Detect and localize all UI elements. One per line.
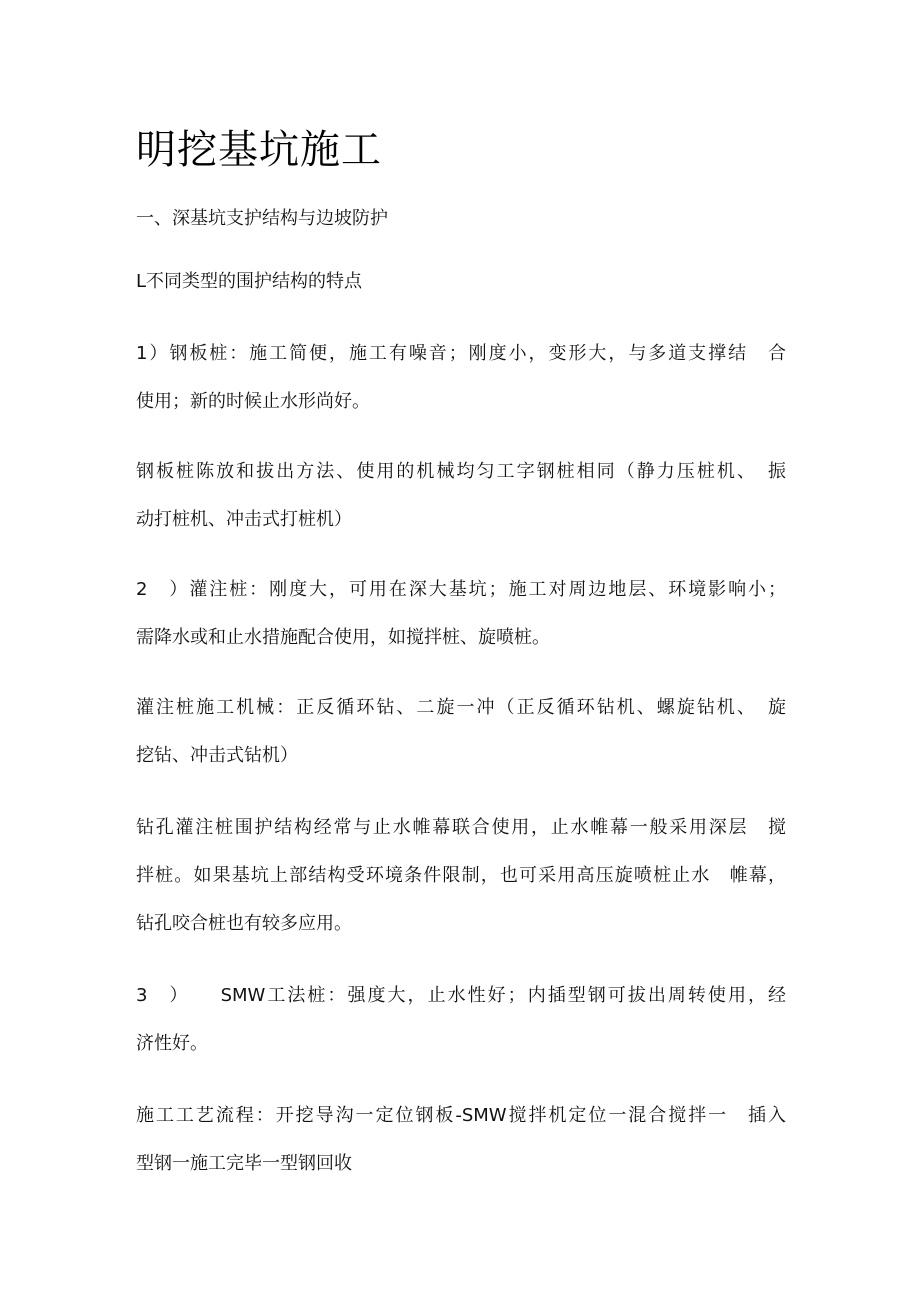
- paragraph-bored-pile-machinery: [136, 684, 786, 780]
- paragraph-line: 型钢一施工完毕一型钢回收: [136, 1153, 352, 1174]
- paragraph-line: 济性好。: [136, 1033, 208, 1054]
- paragraph-smw-pile: [136, 972, 786, 1068]
- paragraph-line: 拌桩。如果基坑上部结构受环境条件限制，也可采用高压旋喷桩止水 帷幕，: [136, 865, 786, 886]
- paragraph-line: 3 ） SMW工法桩：强度大，止水性好；内插型钢可拔出周转使用，经: [136, 985, 786, 1006]
- paragraph-line: 钢板桩陈放和拔出方法、使用的机械均匀工字钢桩相同（静力压桩机、 振: [136, 461, 786, 482]
- paragraph-line: 2 ）灌注桩：刚度大，可用在深大基坑；施工对周边地层、环境影响小；: [136, 579, 786, 600]
- section-heading-text: 一、深基坑支护结构与边坡防护: [136, 208, 388, 229]
- paragraph-line: 挖钻、冲击式钻机）: [136, 745, 298, 766]
- subheading: [136, 258, 786, 306]
- paragraph-bored-pile-curtain: [136, 804, 786, 948]
- document-title: 明挖基坑施工: [136, 127, 382, 173]
- paragraph-construction-process: [136, 1092, 786, 1188]
- paragraph-bored-pile: [136, 566, 786, 662]
- section-heading: [136, 195, 786, 243]
- paragraph-line: 施工工艺流程：开挖导沟一定位钢板-SMW搅拌机定位一混合搅拌一 插入: [136, 1105, 786, 1126]
- paragraph-steel-sheet-pile: [136, 330, 786, 426]
- paragraph-line: 1）钢板桩：施工简便，施工有噪音；刚度小，变形大，与多道支撑结 合: [136, 343, 786, 364]
- paragraph-line: 钻孔灌注桩围护结构经常与止水帷幕联合使用，止水帷幕一般采用深层 搅: [136, 817, 786, 838]
- paragraph-line: 动打桩机、冲击式打桩机）: [136, 509, 352, 530]
- subheading-text: L不同类型的围护结构的特点: [136, 271, 363, 292]
- paragraph-line: 灌注桩施工机械：正反循环钻、二旋一冲（正反循环钻机、螺旋钻机、 旋: [136, 697, 786, 718]
- paragraph-line: 使用；新的时候止水形尚好。: [136, 391, 370, 412]
- paragraph-line: 需降水或和止水措施配合使用，如搅拌桩、旋喷桩。: [136, 627, 550, 648]
- paragraph-line: 钻孔咬合桩也有较多应用。: [136, 913, 352, 934]
- paragraph-steel-sheet-pile-methods: [136, 448, 786, 544]
